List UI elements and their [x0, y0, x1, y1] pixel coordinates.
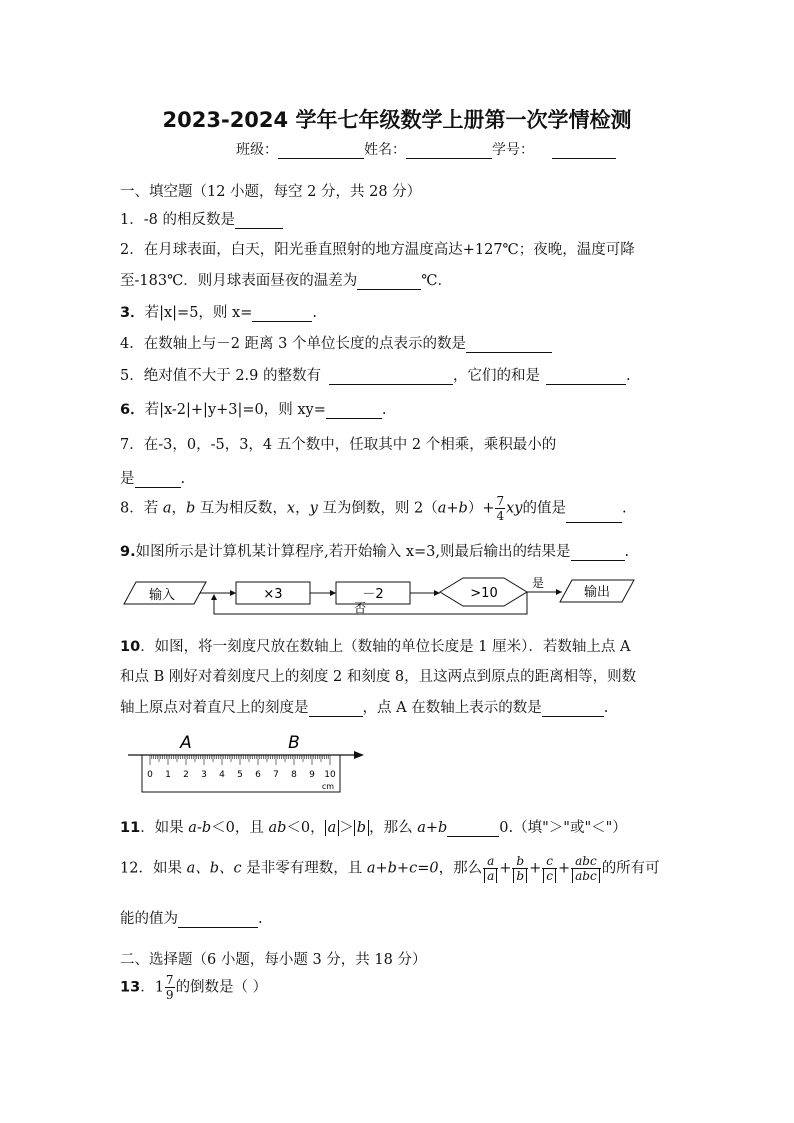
id-label: 学号：: [492, 142, 534, 158]
ruler-labels: [147, 770, 336, 780]
yes-label: 是: [532, 576, 545, 590]
answer-blank[interactable]: [447, 822, 499, 837]
question-10-line3: 轴上原点对着直尺上的刻度是 ，点 A 在数轴上表示的数是 .: [120, 700, 609, 716]
question-12: 12．如果 a、b、c 是非零有理数，且 a+b+c=0，那么 $\frac{a}{a}$ + $\frac{b}{b}$ + $\frac{c}{c}$ + $\frac{\text{abc}}{\text{abc}}$ 的所有可: [120, 854, 660, 883]
question-6: 6．若|x-2|+|y+3|=0，则 xy= .: [120, 402, 387, 418]
answer-blank[interactable]: [357, 275, 421, 290]
flowchart-diagram: [118, 572, 638, 620]
question-7: 7．在-3，0，-5，3，4 五个数中，任取其中 2 个相乘，乘积最小的: [120, 437, 557, 453]
answer-blank[interactable]: [542, 702, 604, 717]
question-9: 9.如图所示是计算机某计算程序,若开始输入 x=3,则最后输出的结果是 .: [120, 544, 630, 560]
subtract-text: －2: [362, 587, 384, 602]
id-field[interactable]: [552, 144, 616, 159]
question-5: 5．绝对值不大于 2.9 的整数有 ，它们的和是 .: [120, 368, 631, 384]
fraction: $\frac{c}{c}$: [542, 854, 557, 883]
answer-blank[interactable]: [309, 702, 363, 717]
question-3: 3．若|x|=5，则 x= .: [120, 305, 317, 321]
unit-label: cm: [321, 782, 335, 791]
answer-blank[interactable]: [178, 913, 258, 928]
question-13: 13．1 $\frac{7}{9}$ 的倒数是（ ）: [120, 973, 268, 1002]
fraction: $\frac{\text{abc}}{\text{abc}}$: [571, 854, 601, 883]
input-text: 输入: [148, 588, 176, 603]
page-title: 2023-2024 学年七年级数学上册第一次学情检测: [162, 108, 632, 132]
question-4: 4．在数轴上与－2 距离 3 个单位长度的点表示的数是: [120, 332, 552, 353]
ruler-tick-label: 9: [309, 770, 315, 780]
section1-heading: 一、填空题（12 小题，每空 2 分，共 28 分）: [120, 184, 422, 200]
name-label: 姓名：: [364, 142, 406, 158]
answer-blank[interactable]: [571, 546, 625, 561]
section2-heading: 二、选择题（6 小题，每小题 3 分，共 18 分）: [120, 952, 427, 968]
ruler-tick-label: 1: [165, 770, 171, 780]
class-field[interactable]: [278, 144, 364, 159]
no-label: 否: [354, 601, 367, 615]
answer-blank[interactable]: [135, 473, 181, 488]
output-text: 输出: [583, 585, 611, 600]
fraction: $\frac{b}{b}$: [512, 854, 528, 883]
ruler-tick-label: 8: [291, 770, 297, 780]
class-label: 班级：: [236, 142, 278, 158]
name-field[interactable]: [406, 144, 492, 159]
ruler-tick-label: 6: [255, 770, 261, 780]
question-10-line2: 和点 B 刚好对着刻度尺上的刻度 2 和刻度 8，且这两点到原点的距离相等，则数: [120, 669, 637, 685]
answer-blank[interactable]: [329, 370, 453, 385]
fraction: $\frac{a}{a}$: [483, 854, 498, 883]
question-1: 1．-8 的相反数是: [120, 208, 283, 229]
answer-blank[interactable]: [566, 508, 622, 523]
question-8: 8．若 a，b 互为相反数，x，y 互为倒数，则 2（a+b）+ $\frac{7}{4}$ xy的值是 .: [120, 494, 627, 523]
ruler-tick-label: 4: [219, 770, 225, 780]
ruler-tick-label: 7: [273, 770, 279, 780]
fraction: $\frac{7}{9}$: [165, 973, 174, 1002]
question-2-line2: 至-183℃．则月球表面昼夜的温差为 ℃．: [120, 273, 453, 289]
point-b-label: B: [288, 733, 300, 753]
answer-blank[interactable]: [252, 307, 312, 322]
question-10: 10．如图，将一刻度尺放在数轴上（数轴的单位长度是 1 厘米）．若数轴上点 A: [120, 639, 631, 655]
student-info: [236, 139, 616, 159]
axis-arrow-icon: [354, 751, 364, 759]
question-2: 2．在月球表面，白天，阳光垂直照射的地方温度高达+127℃；夜晚，温度可降: [120, 242, 635, 258]
answer-blank[interactable]: [466, 338, 552, 353]
condition-text: >10: [470, 586, 498, 601]
answer-blank[interactable]: [326, 404, 382, 419]
question-12-line2: 能的值为 .: [120, 911, 263, 927]
question-7-line2: 是 .: [120, 471, 186, 487]
ruler-tick-label: 2: [183, 770, 189, 780]
ruler-tick-label: 10: [324, 770, 336, 780]
answer-blank[interactable]: [546, 370, 626, 385]
fraction: $\frac{7}{4}$: [496, 494, 505, 523]
ruler-tick-label: 5: [237, 770, 243, 780]
ruler-ticks: [150, 755, 330, 765]
answer-blank[interactable]: [235, 214, 283, 229]
question-11: 11．如果 a-b＜0，且 ab＜0， a ＞ b ，那么 a+b 0.（填"＞"或"＜"）: [120, 820, 627, 836]
point-a-label: A: [180, 733, 192, 753]
ruler-tick-label: 3: [201, 770, 207, 780]
ruler-tick-label: 0: [147, 770, 153, 780]
ruler-diagram: [124, 730, 368, 796]
multiply-text: ×3: [263, 587, 283, 602]
